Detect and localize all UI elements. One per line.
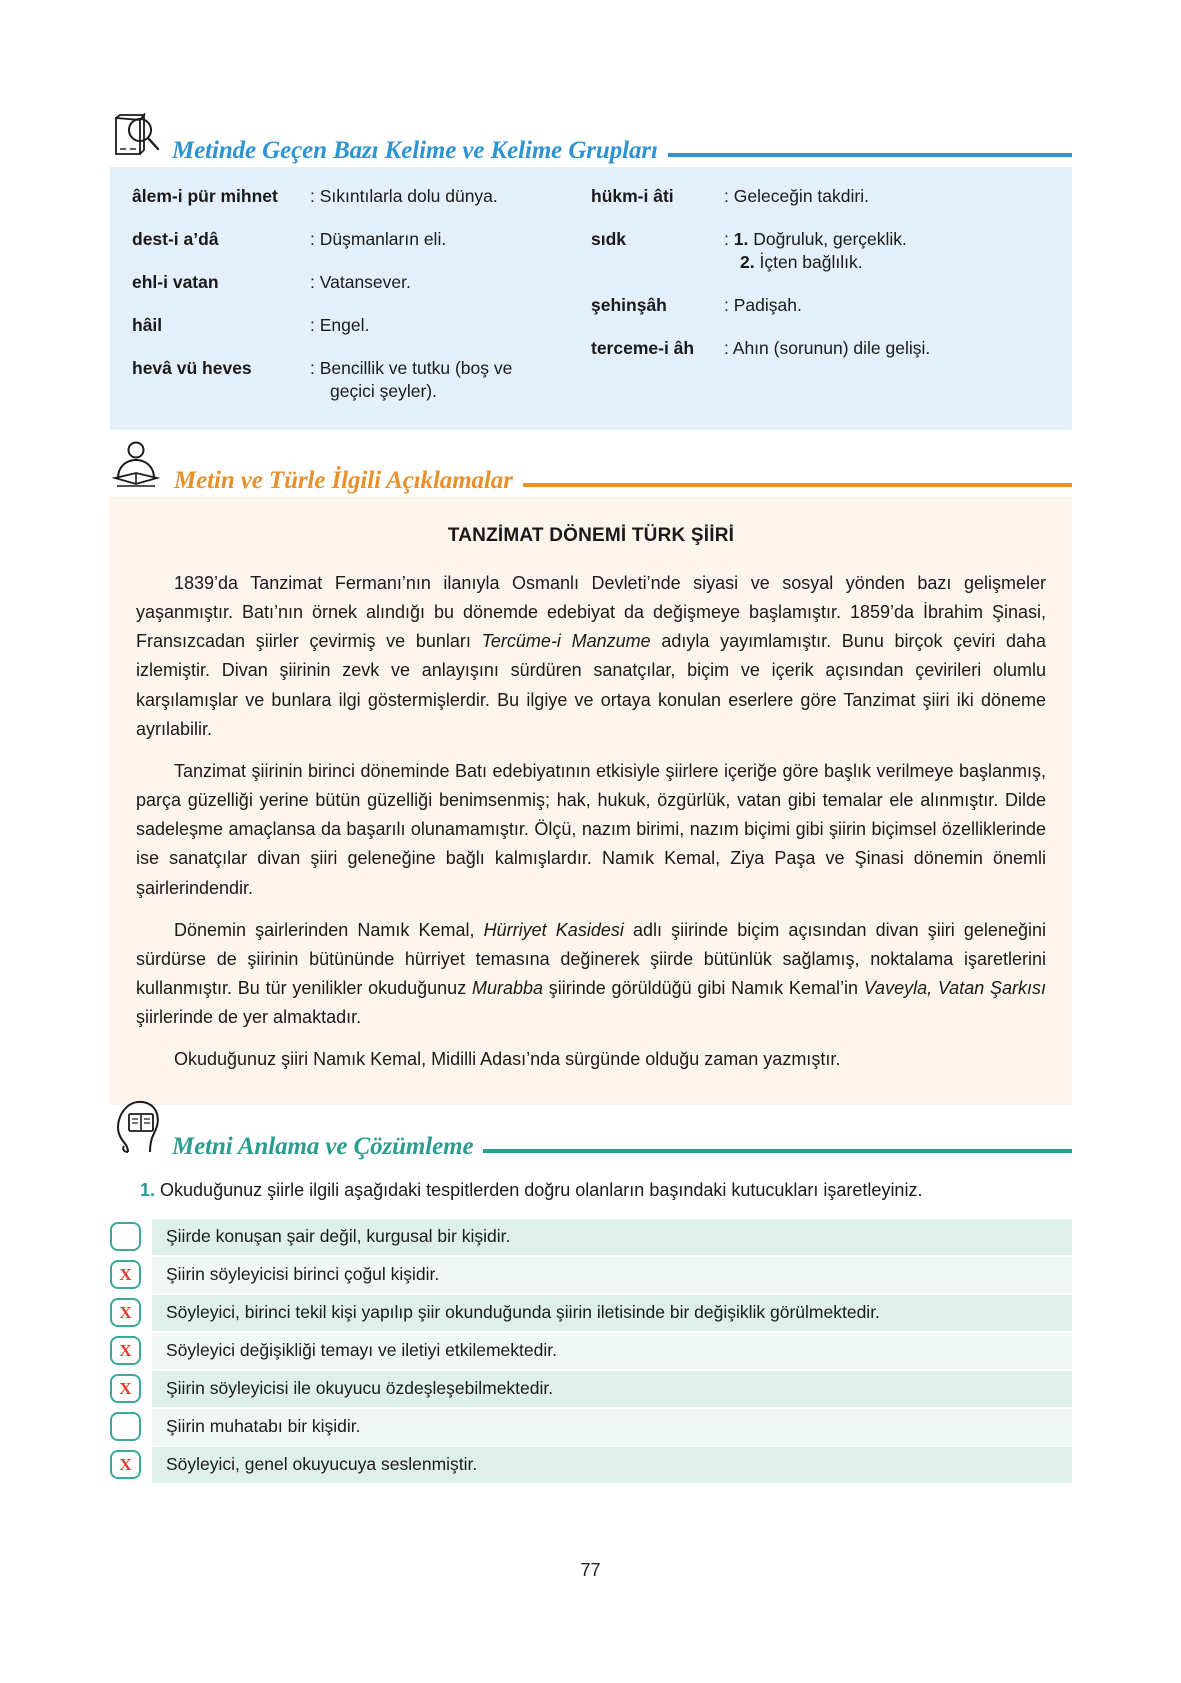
vocabulary-definition	[724, 337, 1050, 360]
vocabulary-entry	[132, 314, 591, 337]
vocabulary-definition-text: Sıkıntılarla dolu dünya.	[319, 186, 498, 206]
checkbox-row[interactable]	[110, 1295, 1072, 1331]
vocabulary-definition	[310, 185, 591, 208]
vocabulary-entry	[591, 337, 1050, 360]
vocabulary-definition	[310, 228, 591, 251]
checkbox-row[interactable]	[110, 1257, 1072, 1293]
italic-title: Hürriyet Kasidesi	[483, 919, 624, 940]
comprehension-heading	[110, 1094, 1072, 1161]
vocabulary-heading-rule	[668, 153, 1072, 157]
vocabulary-entry	[591, 228, 1050, 274]
checkbox-0[interactable]	[110, 1222, 141, 1251]
book-magnifier-icon	[110, 112, 166, 165]
explanation-paragraph	[136, 757, 1046, 903]
comprehension-heading-title: Metni Anlama ve Çözümleme	[172, 1133, 474, 1160]
vocabulary-separator: :	[310, 272, 315, 293]
vocabulary-sense-number: 2.	[740, 252, 755, 273]
vocabulary-definition	[724, 228, 1050, 274]
vocabulary-definition	[724, 185, 1050, 208]
vocabulary-term: hevâ vü heves	[132, 358, 252, 379]
vocabulary-term: hükm-i âti	[591, 186, 674, 206]
vocabulary-sense-2	[724, 251, 1050, 274]
explanation-box	[110, 497, 1072, 1105]
paragraph-text: adlı şiirinde biçim açısından divan şiiri geleneğini sürdürse de şiirinin bütününde hürriyet temasına değinerek şiirde bütünlük sağlamış, noktalama işaretlerini kullanmıştır. Bu tür yenilikler okuduğunuz	[136, 919, 1046, 999]
question-1	[110, 1177, 1072, 1205]
explanation-heading-rule	[523, 483, 1072, 487]
vocabulary-entry	[132, 185, 591, 208]
vocabulary-left-column	[132, 185, 591, 404]
paragraph-text: 1839’da Tanzimat Fermanı’nın ilanıyla Osmanlı Devleti’nde siyasi ve sosyal yönden bazı gelişmeler yaşanmıştır. Batı’nın örnek alındığı bu dönemde edebiyat da değişmeye başlamıştır. 1859’da İbrahim Şinasi, Fransızcadan şiirler çevirmiş ve bunları	[136, 573, 1046, 652]
head-book-icon	[110, 1094, 166, 1161]
paragraph-text: şiirinde görüldüğü gibi Namık Kemal’in	[543, 978, 864, 999]
vocabulary-definition	[724, 294, 1050, 317]
explanation-heading-title: Metin ve Türle İlgili Açıklamalar	[174, 467, 513, 494]
vocabulary-definition-text: Vatansever.	[319, 272, 411, 293]
vocabulary-separator: :	[310, 358, 315, 379]
explanation-title: TANZİMAT DÖNEMİ TÜRK ŞİİRİ	[447, 525, 735, 546]
vocabulary-definition	[310, 271, 591, 294]
checkbox-row[interactable]	[110, 1333, 1072, 1369]
vocabulary-separator: :	[310, 186, 315, 206]
paragraph-text: Dönemin şairlerinden Namık Kemal,	[174, 919, 484, 940]
vocabulary-term: âlem-i pür mihnet	[132, 186, 278, 206]
vocabulary-term: dest-i a’dâ	[132, 229, 219, 250]
page-number: 77	[580, 1560, 601, 1580]
vocabulary-section	[110, 112, 1072, 430]
italic-title: Tercüme-i Manzume	[481, 631, 651, 652]
italic-title: Vaveyla, Vatan Şarkısı	[863, 978, 1046, 999]
explanation-section	[110, 440, 1072, 1105]
paragraph-text: Tanzimat şiirinin birinci döneminde Batı edebiyatının etkisiyle şiirlere içeriğe göre başlık verilmeye başlanmış, parça güzelliği yerine bütün güzelliği benimsenmiş; hak, hukuk, özgürlük, vatan gibi temalar ele alınmıştır. Dilde sadeleşme amaçlansa da başarılı olunamamıştır. Ölçü, nazım birimi, nazım biçimi gibi şiirin biçimsel özelliklerinde ise sanatçılar divan şiiri geleneğine bağlı kalmışlardır. Namık Kemal, Ziya Paşa ve Şinasi dönemin önemli şairlerindendir.	[136, 760, 1046, 898]
comprehension-section	[110, 1094, 1072, 1485]
vocabulary-definition-text: Doğruluk, gerçeklik.	[753, 229, 907, 250]
checkbox-label-3: Söyleyici değişikliği temayı ve iletiyi etkilemektedir.	[152, 1333, 1072, 1369]
vocabulary-definition-text: İçten bağlılık.	[759, 252, 863, 273]
vocabulary-entry	[591, 185, 1050, 208]
checkbox-5[interactable]	[110, 1412, 141, 1441]
checkbox-label-5: Şiirin muhatabı bir kişidir.	[152, 1409, 1072, 1445]
vocabulary-entry	[132, 228, 591, 251]
vocabulary-definition-continued: geçici şeyler).	[330, 381, 437, 402]
vocabulary-right-column	[591, 185, 1050, 404]
paragraph-text: şiirlerinde de yer almaktadır.	[136, 1007, 362, 1028]
vocabulary-term: şehinşâh	[591, 295, 667, 316]
question-text: Okuduğunuz şiirle ilgili aşağıdaki tespitlerden doğru olanların başındaki kutucukları işaretleyiniz.	[160, 1180, 923, 1200]
vocabulary-sense-number: 1.	[733, 229, 749, 250]
checkbox-list	[110, 1219, 1072, 1483]
checkbox-label-2: Söyleyici, birinci tekil kişi yapılıp şiir okunduğunda şiirin iletisinde bir değişiklik görülmektedir.	[152, 1295, 1072, 1331]
vocabulary-entry	[132, 271, 591, 294]
vocabulary-separator: :	[724, 229, 729, 250]
vocabulary-separator: :	[724, 186, 729, 206]
vocabulary-box	[110, 167, 1072, 430]
paragraph-text: adıyla yayımlamıştır. Bunu birçok çeviri daha izlemiştir. Divan şiirinin zevk ve anlayışını sürdüren sanatçılar, biçim ve içerik açısından çevirileri olumlu karşılamışlar ve bunlara ilgi göstermişlerdir. Bu ilgiye ve ortaya konulan eserlere göre Tanzimat şiiri iki döneme ayrılabilir.	[136, 631, 1046, 739]
checkbox-label-0: Şiirde konuşan şair değil, kurgusal bir kişidir.	[152, 1219, 1072, 1255]
vocabulary-heading	[110, 112, 1072, 165]
vocabulary-term: terceme-i âh	[591, 338, 695, 359]
checkbox-4[interactable]: X	[110, 1374, 141, 1403]
checkbox-row[interactable]	[110, 1409, 1072, 1445]
explanation-paragraph	[136, 569, 1046, 744]
checkbox-row[interactable]	[110, 1371, 1072, 1407]
explanation-heading	[110, 440, 1072, 495]
checkbox-row[interactable]	[110, 1219, 1072, 1255]
checkbox-2[interactable]: X	[110, 1298, 141, 1327]
vocabulary-definition-text: Geleceğin takdiri.	[733, 186, 869, 206]
explanation-paragraph	[136, 1045, 1046, 1074]
checkbox-label-6: Söyleyici, genel okuyucuya seslenmiştir.	[152, 1447, 1072, 1483]
vocabulary-term: sıdk	[591, 229, 627, 250]
vocabulary-term: ehl-i vatan	[132, 272, 219, 293]
italic-title: Murabba	[471, 978, 544, 999]
vocabulary-definition	[310, 314, 591, 337]
explanation-paragraph	[136, 916, 1046, 1033]
vocabulary-definition-text: Bencillik ve tutku (boş ve	[319, 358, 513, 379]
vocabulary-term: hâil	[132, 315, 163, 336]
checkbox-row[interactable]	[110, 1447, 1072, 1483]
reader-book-icon	[110, 440, 168, 495]
vocabulary-definition-text: Düşmanların eli.	[319, 229, 447, 250]
paragraph-text: Okuduğunuz şiiri Namık Kemal, Midilli Adası’nda sürgünde olduğu zaman yazmıştır.	[174, 1049, 841, 1070]
checkbox-6[interactable]: X	[110, 1450, 141, 1479]
vocabulary-separator: :	[724, 295, 729, 316]
checkbox-3[interactable]: X	[110, 1336, 141, 1365]
comprehension-heading-rule	[483, 1149, 1072, 1153]
vocabulary-heading-title: Metinde Geçen Bazı Kelime ve Kelime Grupları	[172, 137, 658, 164]
vocabulary-entry	[591, 294, 1050, 317]
vocabulary-definition	[310, 357, 591, 403]
vocabulary-separator: :	[310, 229, 315, 250]
vocabulary-definition-text: Padişah.	[733, 295, 802, 316]
checkbox-label-1: Şiirin söyleyicisi birinci çoğul kişidir.	[152, 1257, 1072, 1293]
vocabulary-separator: :	[310, 315, 315, 336]
vocabulary-separator: :	[724, 338, 729, 359]
vocabulary-entry	[132, 357, 591, 403]
question-number: 1.	[140, 1180, 156, 1200]
checkbox-label-4: Şiirin söyleyicisi ile okuyucu özdeşleşebilmektedir.	[152, 1371, 1072, 1407]
vocabulary-definition-text: Engel.	[319, 315, 370, 336]
checkbox-1[interactable]: X	[110, 1260, 141, 1289]
vocabulary-definition-text: Ahın (sorunun) dile gelişi.	[732, 338, 931, 359]
